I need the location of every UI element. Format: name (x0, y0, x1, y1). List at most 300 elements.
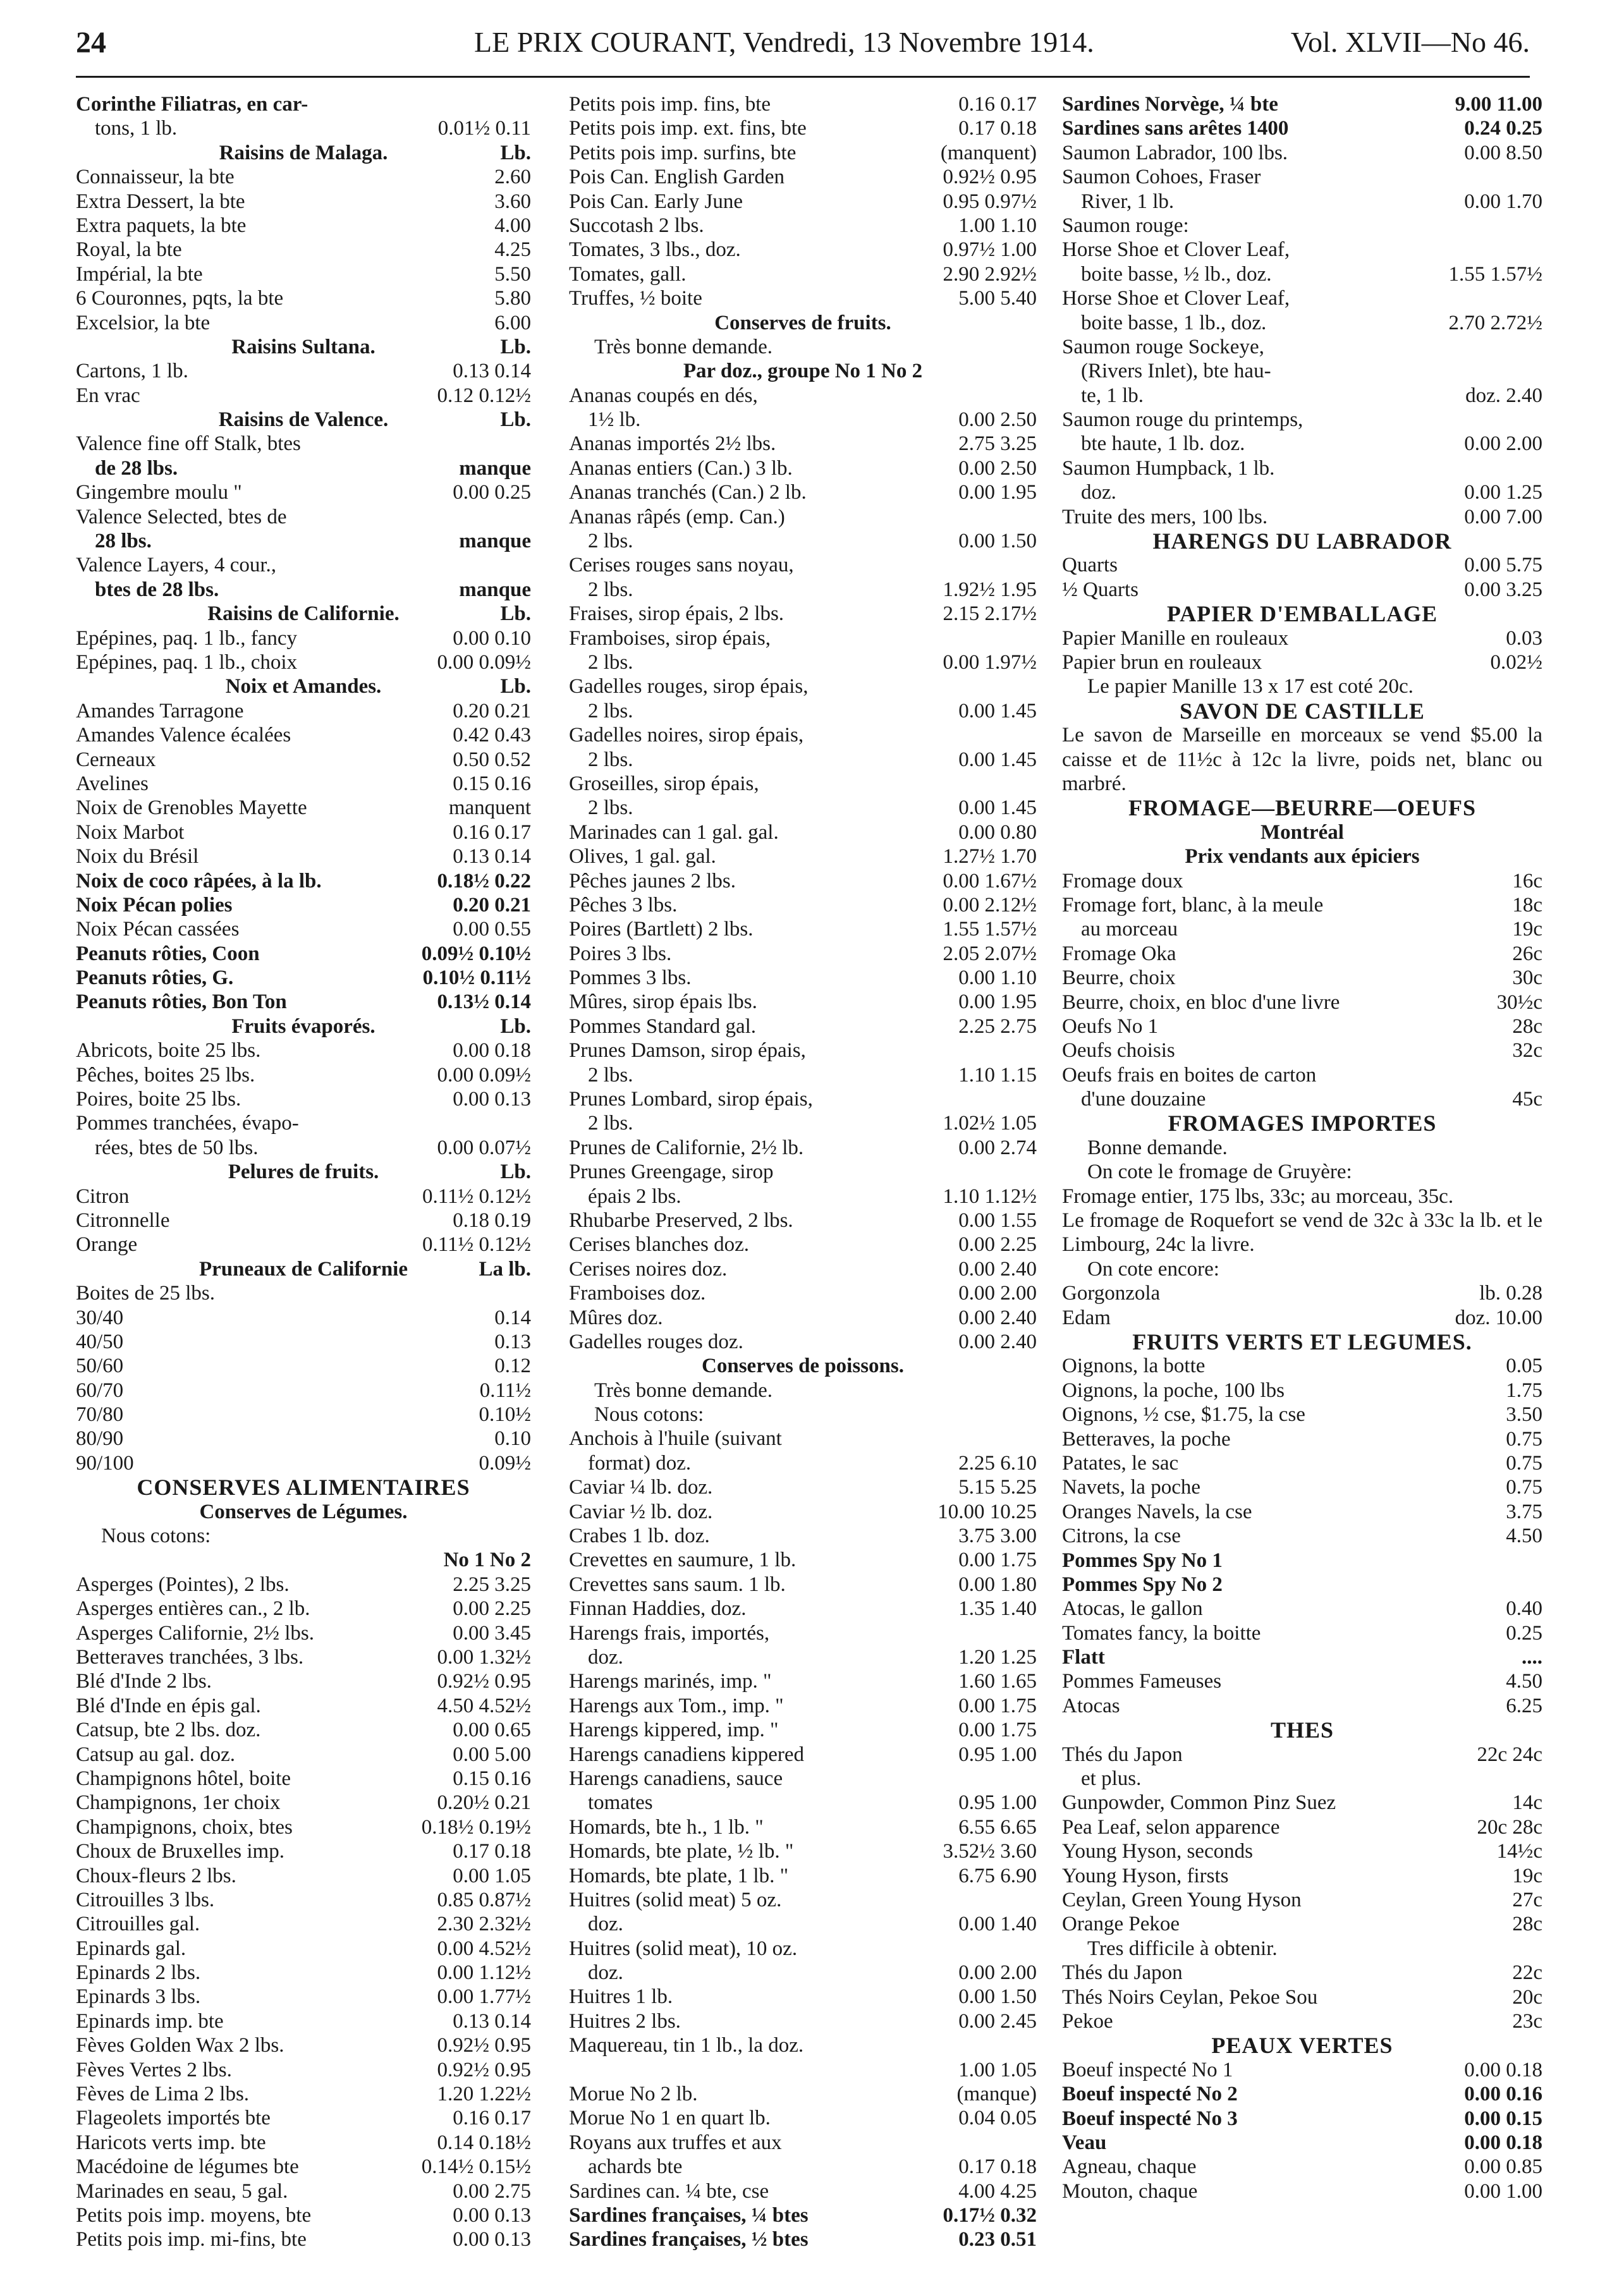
price-row (76, 674, 531, 698)
price-row (1062, 335, 1542, 359)
item-price: 2.70 2.72½ (1448, 311, 1542, 334)
item-price: 0.42 0.43 (453, 724, 531, 747)
price-row (76, 1257, 531, 1281)
column-3 (1062, 92, 1542, 2203)
price-row (569, 990, 1037, 1014)
item-price: 0.18½ 0.19½ (421, 1815, 531, 1839)
price-row (1062, 1888, 1542, 1912)
price-row (1062, 1815, 1542, 1839)
price-row (1062, 190, 1542, 214)
price-row (76, 238, 531, 262)
item-label: Oeufs frais en boites de carton (1062, 1063, 1317, 1087)
item-price: 4.00 (494, 214, 531, 237)
price-row (1062, 2009, 1542, 2033)
item-price: 0.09½ 0.10½ (421, 942, 531, 965)
item-label: Huitres 2 lbs. (569, 2009, 681, 2033)
item-label: Finnan Haddies, doz. (569, 1597, 747, 1621)
item-price: 6.00 (494, 311, 531, 334)
item-label: Epinards 2 lbs. (76, 1961, 201, 1985)
item-price: 0.14 (494, 1306, 531, 1329)
item-label: Ananas importés 2½ lbs. (569, 432, 776, 456)
item-price: 0.92½ 0.95 (943, 166, 1037, 189)
price-row (569, 238, 1037, 262)
price-row (76, 141, 531, 165)
item-label: Pommes Spy No 1 (1062, 1549, 1223, 1572)
price-row (1062, 1694, 1542, 1718)
item-price: 1.20 1.25 (958, 1646, 1037, 1669)
item-price: 0.03 (1506, 626, 1542, 650)
item-price: 26c (1512, 942, 1542, 965)
item-label: boite basse, ½ lb., doz. (1081, 262, 1272, 286)
item-label: Oeufs No 1 (1062, 1014, 1159, 1038)
item-label: Petits pois imp. surfins, bte (569, 141, 797, 164)
item-price: 0.13 0.14 (453, 845, 531, 868)
item-price: 0.00 0.10 (453, 626, 531, 650)
price-row (1062, 165, 1542, 189)
item-price: 0.00 1.77½ (437, 1985, 531, 2009)
price-row (1062, 723, 1542, 796)
item-price: 14½c (1496, 1840, 1542, 1863)
item-label: Ananas coupés en dés, (569, 384, 758, 407)
item-price: 6.25 (1506, 1694, 1542, 1717)
item-price: 5.50 (494, 262, 531, 286)
price-row (1062, 990, 1542, 1014)
price-row (1062, 1669, 1542, 1693)
item-label: Tomates, 3 lbs., doz. (569, 238, 741, 262)
item-label: FROMAGES IMPORTES (1168, 1111, 1437, 1136)
price-row (569, 1669, 1037, 1693)
item-label: Crevettes sans saum. 1 lb. (569, 1573, 786, 1596)
item-label: Noix de Grenobles Mayette (76, 796, 307, 820)
price-row (569, 553, 1037, 577)
item-label: Olives, 1 gal. gal. (569, 845, 716, 868)
price-row (76, 1209, 531, 1233)
item-label: Pommes Standard gal. (569, 1014, 757, 1038)
price-row (76, 1864, 531, 1888)
price-row (1062, 1500, 1542, 1524)
price-row (76, 966, 531, 990)
item-price: 0.00 1.55 (958, 1209, 1037, 1232)
item-price: 0.00 1.05 (453, 1864, 531, 1887)
price-row (569, 1743, 1037, 1767)
price-row (1062, 1014, 1542, 1038)
price-row (569, 408, 1037, 432)
item-price: 0.00 0.13 (453, 2228, 531, 2251)
item-label: THES (1270, 1718, 1334, 1743)
item-label: 30/40 (76, 1306, 124, 1329)
item-price: manquent (448, 796, 531, 820)
price-row (76, 1451, 531, 1475)
price-row (76, 480, 531, 504)
item-price: 0.00 1.67½ (943, 869, 1037, 892)
price-row (569, 1621, 1037, 1645)
item-label: 80/90 (76, 1427, 124, 1451)
price-row (76, 529, 531, 553)
item-label: Pommes 3 lbs. (569, 966, 692, 990)
price-row (569, 1985, 1037, 2009)
item-label: ½ Quarts (1062, 578, 1139, 601)
item-label: 2 lbs. (588, 699, 633, 722)
item-price: 0.00 2.50 (958, 408, 1037, 432)
item-label: Citronnelle (76, 1209, 170, 1232)
item-label: et plus. (1081, 1767, 1142, 1791)
item-price: 0.05 (1506, 1355, 1542, 1378)
price-row (76, 699, 531, 723)
item-label: 28 lbs. (95, 530, 152, 553)
item-label: Saumon rouge du printemps, (1062, 408, 1303, 432)
item-price: 0.13 0.14 (453, 2009, 531, 2033)
item-label: 2 lbs. (588, 578, 633, 601)
item-price: 0.14½ 0.15½ (421, 2155, 531, 2179)
item-label: Citrouilles 3 lbs. (76, 1888, 215, 1911)
item-price: 0.00 1.50 (958, 1985, 1037, 2009)
item-label: Pêches jaunes 2 lbs. (569, 869, 736, 892)
item-label: Truite des mers, 100 lbs. (1062, 505, 1268, 528)
item-label: Fèves de Lima 2 lbs. (76, 2083, 250, 2106)
item-label: Gadelles noires, sirop épais, (569, 724, 804, 747)
item-label: Boeuf inspecté No 2 (1062, 2083, 1238, 2106)
item-label: Oignons, la poche, 100 lbs (1062, 1379, 1285, 1402)
item-label: Le fromage de Roquefort se vend de 32c à 33c la lb. et le Limbourg, 24c la livre. (1062, 1209, 1542, 1257)
item-price: 0.00 1.75 (958, 1694, 1037, 1717)
price-row (569, 1548, 1037, 1572)
price-row (1062, 1379, 1542, 1403)
item-label: 70/80 (76, 1403, 124, 1427)
price-row (569, 2155, 1037, 2179)
item-label: te, 1 lb. (1081, 384, 1144, 407)
item-label: Conserves de fruits. (714, 311, 891, 334)
price-row (1062, 2107, 1542, 2131)
item-label: Homards, bte plate, ½ lb. " (569, 1840, 794, 1863)
price-row (569, 2179, 1037, 2203)
price-row (569, 190, 1037, 214)
item-price: 0.92½ 0.95 (437, 2034, 531, 2057)
price-row (1062, 578, 1542, 602)
price-row (569, 432, 1037, 456)
item-label: Epépines, paq. 1 lb., fancy (76, 626, 298, 650)
page-header (76, 25, 1530, 70)
item-price: 2.25 6.10 (958, 1451, 1037, 1475)
price-row (569, 1281, 1037, 1305)
price-row (569, 384, 1037, 408)
price-row (76, 1233, 531, 1257)
item-label: Noix Pécan polies (76, 893, 233, 917)
price-row (569, 214, 1037, 238)
item-price: 3.50 (1506, 1403, 1542, 1427)
price-row (569, 1475, 1037, 1499)
item-label: Conserves de poissons. (702, 1355, 904, 1378)
item-label: Fromage doux (1062, 869, 1183, 892)
price-row (1062, 1718, 1542, 1742)
item-label: Marinades can 1 gal. gal. (569, 820, 779, 844)
item-label: Homards, bte h., 1 lb. " (569, 1815, 764, 1839)
item-price: 0.15 0.16 (453, 772, 531, 795)
item-price: 19c (1512, 918, 1542, 941)
item-price: 1.10 1.12½ (943, 1185, 1037, 1208)
item-label: Bonne demande. (1087, 1136, 1228, 1159)
item-label: Noix de coco râpées, à la lb. (76, 869, 322, 892)
price-row (76, 2058, 531, 2082)
price-row (569, 1014, 1037, 1038)
item-price: 2.25 3.25 (453, 1573, 531, 1596)
item-price: 0.00 2.75 (453, 2179, 531, 2203)
item-label: Pommes Spy No 2 (1062, 1573, 1223, 1596)
price-row (1062, 1743, 1542, 1767)
price-row (76, 2082, 531, 2106)
price-row (1062, 893, 1542, 917)
item-label: Oignons, la botte (1062, 1355, 1206, 1378)
item-price: 0.18 0.19 (453, 1209, 531, 1232)
price-row (1062, 1475, 1542, 1499)
item-price: 0.00 4.52½ (437, 1937, 531, 1960)
item-label: Saumon rouge Sockeye, (1062, 335, 1264, 358)
item-label: Cerises blanches doz. (569, 1233, 749, 1257)
item-price: 0.17 0.18 (958, 2155, 1037, 2179)
price-row (569, 844, 1037, 868)
item-price: Lb. (500, 141, 531, 164)
price-row (569, 2009, 1037, 2033)
item-label: Mouton, chaque (1062, 2179, 1198, 2203)
item-label: Young Hyson, seconds (1062, 1840, 1253, 1863)
item-label: Poires 3 lbs. (569, 942, 672, 965)
price-row (76, 1694, 531, 1718)
price-row (569, 723, 1037, 747)
price-row (569, 1379, 1037, 1403)
item-label: Cartons, 1 lb. (76, 360, 188, 383)
item-label: Très bonne demande. (594, 335, 772, 358)
price-row (76, 2227, 531, 2251)
item-label: Gingembre moulu " (76, 481, 242, 504)
item-label: Patates, le sac (1062, 1451, 1179, 1475)
item-label: Blé d'Inde en épis gal. (76, 1694, 261, 1717)
item-label: Mûres doz. (569, 1306, 663, 1329)
item-price: 0.00 1.75 (958, 1719, 1037, 1742)
item-label: Gorgonzola (1062, 1282, 1161, 1305)
item-price: Lb. (500, 408, 531, 432)
item-label: Prunes Damson, sirop épais, (569, 1039, 806, 1063)
price-row (569, 262, 1037, 286)
price-row (569, 1038, 1037, 1063)
item-label: doz. (588, 1646, 623, 1669)
price-row (1062, 1136, 1542, 1160)
price-row (1062, 238, 1542, 262)
item-label: Framboises doz. (569, 1282, 706, 1305)
item-price: 1.60 1.65 (958, 1670, 1037, 1693)
item-price: 4.50 (1506, 1525, 1542, 1548)
price-row (569, 2227, 1037, 2251)
price-row (569, 820, 1037, 844)
price-row (1062, 1209, 1542, 1257)
item-label: 50/60 (76, 1355, 124, 1378)
item-label: Noix Marbot (76, 820, 185, 844)
price-row (1062, 1087, 1542, 1111)
item-label: tons, 1 lb. (95, 117, 178, 140)
item-price: 1.10 1.15 (958, 1063, 1037, 1087)
price-row (1062, 553, 1542, 577)
item-label: doz. (588, 1961, 623, 1985)
item-price: 0.00 2.40 (958, 1257, 1037, 1281)
item-price: 0.20½ 0.21 (437, 1791, 531, 1815)
item-label: Pommes Fameuses (1062, 1670, 1222, 1693)
item-label: SAVON DE CASTILLE (1180, 698, 1425, 724)
item-label: Epinards imp. bte (76, 2009, 224, 2033)
price-row (1062, 1185, 1542, 1209)
item-label: Harengs kippered, imp. " (569, 1719, 779, 1742)
item-price: 0.13 0.14 (453, 360, 531, 383)
item-label: Pea Leaf, selon apparence (1062, 1815, 1280, 1839)
price-row (1062, 92, 1542, 116)
item-label: Avelines (76, 772, 149, 795)
price-row (1062, 141, 1542, 165)
item-label: 2 lbs. (588, 748, 633, 771)
item-price: 0.00 1.12½ (437, 1961, 531, 1985)
item-price: manque (459, 456, 531, 480)
item-label: Thés du Japon (1062, 1961, 1183, 1985)
price-row (1062, 2082, 1542, 2106)
item-price: 0.00 5.00 (453, 1743, 531, 1766)
item-price: 0.00 0.16 (1464, 2083, 1542, 2106)
item-label: Noix Pécan cassées (76, 918, 240, 941)
price-row (76, 2203, 531, 2227)
item-label: Raisins Sultana. (231, 335, 375, 358)
item-label: Harengs frais, importés, (569, 1621, 770, 1645)
item-label: On cote encore: (1087, 1257, 1219, 1281)
item-price: 0.13 (494, 1330, 531, 1353)
item-price: .... (1522, 1646, 1542, 1669)
item-label: Morue No 2 lb. (569, 2083, 698, 2106)
item-label: Noix et Amandes. (225, 675, 382, 698)
item-price: La lb. (479, 1257, 531, 1281)
item-price: Lb. (500, 1160, 531, 1184)
item-price: 0.20 0.21 (453, 893, 531, 917)
item-label: Nous cotons: (594, 1403, 704, 1427)
price-row (1062, 2179, 1542, 2203)
price-row (569, 966, 1037, 990)
price-row (1062, 1597, 1542, 1621)
item-price: 16c (1512, 869, 1542, 892)
price-row (1062, 1306, 1542, 1330)
item-label: Huitres (solid meat) 5 oz. (569, 1888, 782, 1911)
price-row (569, 578, 1037, 602)
item-label: Sardines Norvège, ¼ bte (1062, 93, 1278, 116)
item-label: Quarts (1062, 554, 1118, 577)
item-price: 0.00 3.45 (453, 1621, 531, 1645)
item-label: tomates (588, 1791, 653, 1815)
item-label: 6 Couronnes, pqts, la bte (76, 287, 284, 310)
item-price: 0.25 (1506, 1621, 1542, 1645)
item-label: Montréal (1261, 820, 1344, 844)
item-label: de 28 lbs. (95, 456, 178, 480)
item-label: 2 lbs. (588, 650, 633, 674)
price-row (1062, 1354, 1542, 1378)
item-label: Homards, bte plate, 1 lb. " (569, 1864, 789, 1887)
price-row (76, 1888, 531, 1912)
item-label: Catsup au gal. doz. (76, 1743, 236, 1766)
item-price: 3.60 (494, 190, 531, 213)
price-row (76, 1306, 531, 1330)
item-price: 0.23 0.51 (958, 2228, 1037, 2251)
item-price: 0.75 (1506, 1451, 1542, 1475)
item-price: manque (459, 578, 531, 601)
price-row (569, 359, 1037, 383)
price-row (1062, 1573, 1542, 1597)
item-price: 20c 28c (1477, 1815, 1542, 1839)
item-label: Valence fine off Stalk, btes (76, 432, 301, 456)
price-row (76, 1330, 531, 1354)
item-label: Betteraves tranchées, 3 lbs. (76, 1646, 304, 1669)
item-label: Atocas (1062, 1694, 1120, 1717)
item-label: Champignons hôtel, boite (76, 1767, 291, 1790)
price-row (569, 674, 1037, 698)
price-row (569, 1791, 1037, 1815)
item-price: 0.00 0.15 (1464, 2107, 1542, 2130)
column-2 (569, 92, 1037, 2252)
price-row (76, 1937, 531, 1961)
item-price: 1.55 1.57½ (943, 918, 1037, 941)
item-price: 0.16 0.17 (958, 93, 1037, 116)
price-row (569, 2082, 1037, 2106)
price-row (1062, 1985, 1542, 2009)
item-label: Saumon Labrador, 100 lbs. (1062, 141, 1288, 164)
item-label: Peanuts rôties, G. (76, 966, 234, 990)
item-price: 1.02½ 1.05 (943, 1112, 1037, 1135)
volume-issue: Vol. XLVII—No 46. (1290, 26, 1530, 58)
price-row (76, 1985, 531, 2009)
price-row (569, 796, 1037, 820)
item-label: Raisins de Malaga. (219, 141, 388, 164)
price-row (76, 262, 531, 286)
price-row (569, 2106, 1037, 2130)
price-row (569, 1767, 1037, 1791)
price-row (1062, 674, 1542, 698)
item-label: Mûres, sirop épais lbs. (569, 990, 757, 1014)
item-label: Ananas râpés (emp. Can.) (569, 505, 785, 528)
item-price: 22c 24c (1477, 1743, 1542, 1766)
item-label: Petits pois imp. ext. fins, bte (569, 117, 807, 140)
item-label: au morceau (1081, 918, 1178, 941)
item-price: 0.00 2.45 (958, 2009, 1037, 2033)
item-label: Raisins de Valence. (218, 408, 389, 432)
item-price: 0.00 1.25 (1464, 481, 1542, 504)
price-row (76, 116, 531, 140)
item-price: 0.00 1.80 (958, 1573, 1037, 1596)
item-label: 2 lbs. (588, 1112, 633, 1135)
price-row (569, 311, 1037, 335)
price-row (1062, 1330, 1542, 1354)
price-row (1062, 1549, 1542, 1573)
item-price: 2.30 2.32½ (437, 1913, 531, 1936)
item-price: 1.00 1.10 (958, 214, 1037, 237)
price-row (76, 942, 531, 966)
price-row (569, 505, 1037, 529)
price-row (569, 92, 1037, 116)
price-row (569, 1111, 1037, 1135)
price-row (76, 190, 531, 214)
price-row (76, 990, 531, 1014)
item-label: Extra Dessert, la bte (76, 190, 245, 213)
item-price: doz. 2.40 (1465, 384, 1542, 407)
item-label: 2 lbs. (588, 1063, 633, 1087)
item-label: Morue No 1 en quart lb. (569, 2107, 771, 2130)
item-label: Choux-fleurs 2 lbs. (76, 1864, 236, 1887)
item-label: Pêches, boites 25 lbs. (76, 1063, 255, 1087)
price-row (76, 92, 531, 116)
item-price: 30c (1512, 966, 1542, 990)
item-price: 2.75 3.25 (958, 432, 1037, 456)
item-label: Ceylan, Green Young Hyson (1062, 1889, 1302, 1911)
item-price: 0.20 0.21 (453, 699, 531, 722)
price-row (76, 335, 531, 359)
